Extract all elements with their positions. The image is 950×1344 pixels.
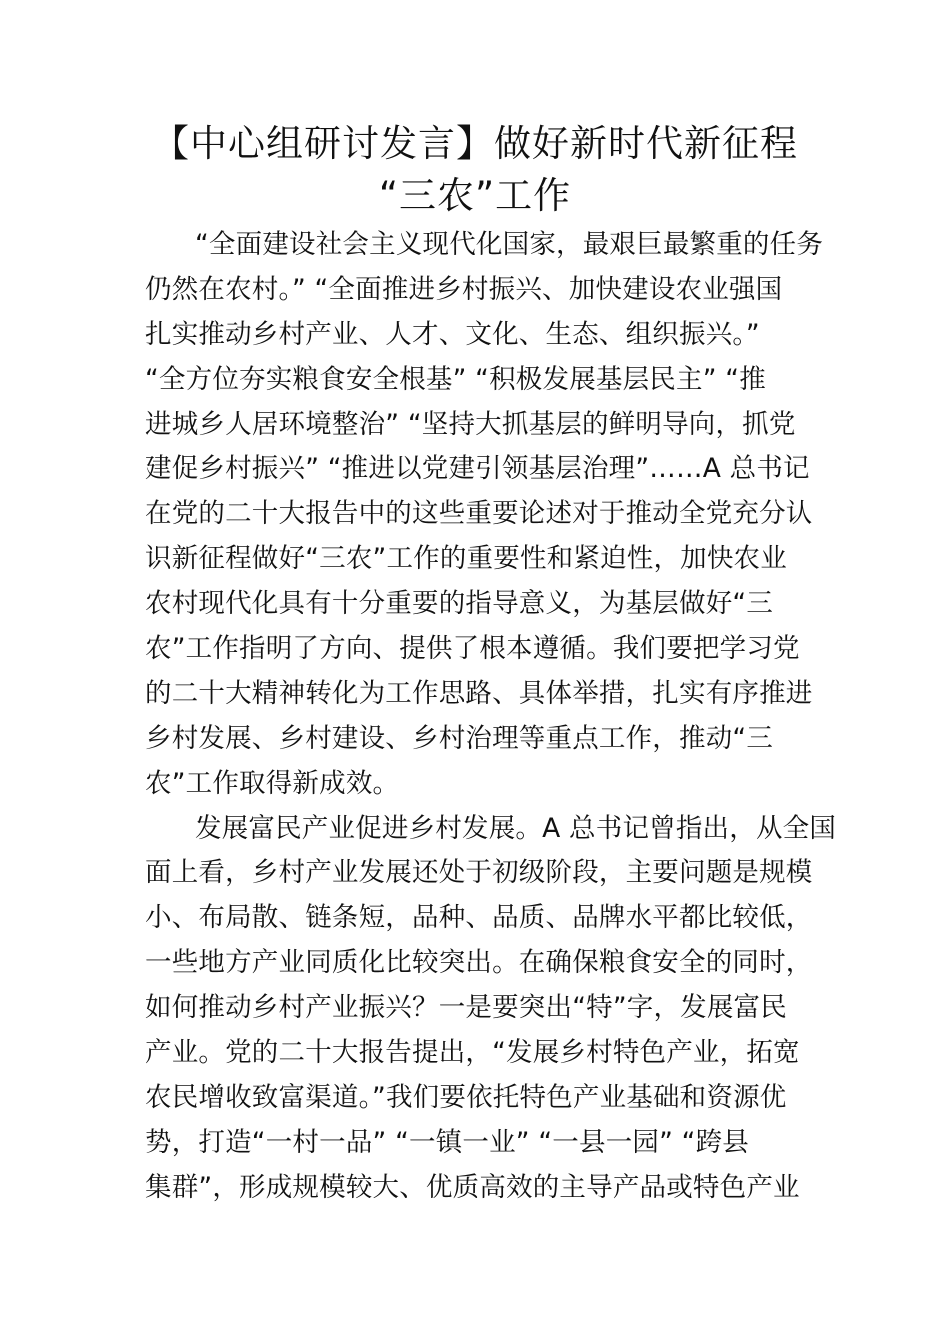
text-line: “全方位夯实粮食安全根基” “积极发展基层民主” “推: [145, 363, 766, 395]
text-line: 集群”，形成规模较大、优质高效的主导产品或特色产业: [145, 1171, 800, 1203]
text-line: 进城乡人居环境整治” “坚持大抓基层的鲜明导向，抓党: [145, 408, 796, 440]
page-title: [120, 118, 830, 222]
text-line: 产业。党的二十大报告提出，“发展乡村特色产业，拓宽: [145, 1037, 800, 1069]
text-line: 面上看，乡村产业发展还处于初级阶段，主要问题是规模: [145, 857, 813, 889]
text-line: 乡村发展、乡村建设、乡村治理等重点工作，推动“三: [145, 722, 774, 754]
document-body: [145, 223, 837, 1211]
text-line: 的二十大精神转化为工作思路、具体举措，扎实有序推进: [145, 677, 813, 709]
text-line: 势，打造“一村一品” “一镇一业” “一县一园” “跨县: [145, 1126, 749, 1158]
title-line: “三农”工作: [378, 174, 572, 217]
paragraph: [145, 807, 837, 1211]
title-line: 【中心组研讨发言】做好新时代新征程: [152, 122, 798, 165]
text-line: 建促乡村振兴” “推进以党建引领基层治理”……A 总书记: [145, 453, 810, 485]
text-line: 农村现代化具有十分重要的指导意义，为基层做好“三: [145, 588, 774, 620]
text-line: 发展富民产业促进乡村发展。A 总书记曾指出，从全国: [195, 812, 837, 844]
text-line: 扎实推动乡村产业、人才、文化、生态、组织振兴。”: [145, 318, 760, 350]
text-line: 小、布局散、链条短，品种、品质、品牌水平都比较低，: [145, 902, 813, 934]
text-line: 农民增收致富渠道。”我们要依托特色产业基础和资源优: [145, 1081, 787, 1113]
text-line: 如何推动乡村产业振兴？一是要突出“特”字，发展富民: [145, 992, 787, 1024]
text-line: 农”工作指明了方向、提供了根本遵循。我们要把学习党: [145, 633, 800, 665]
text-line: 一些地方产业同质化比较突出。在确保粮食安全的同时，: [145, 947, 813, 979]
paragraph: [145, 223, 824, 807]
text-line: “全面建设社会主义现代化国家，最艰巨最繁重的任务: [195, 229, 824, 260]
text-line: 农”工作取得新成效。: [145, 767, 400, 799]
text-line: 仍然在农村。” “全面推进乡村振兴、加快建设农业强国: [145, 273, 783, 305]
text-line: 在党的二十大报告中的这些重要论述对于推动全党充分认: [145, 498, 813, 530]
text-line: 识新征程做好“三农”工作的重要性和紧迫性，加快农业: [145, 543, 787, 575]
